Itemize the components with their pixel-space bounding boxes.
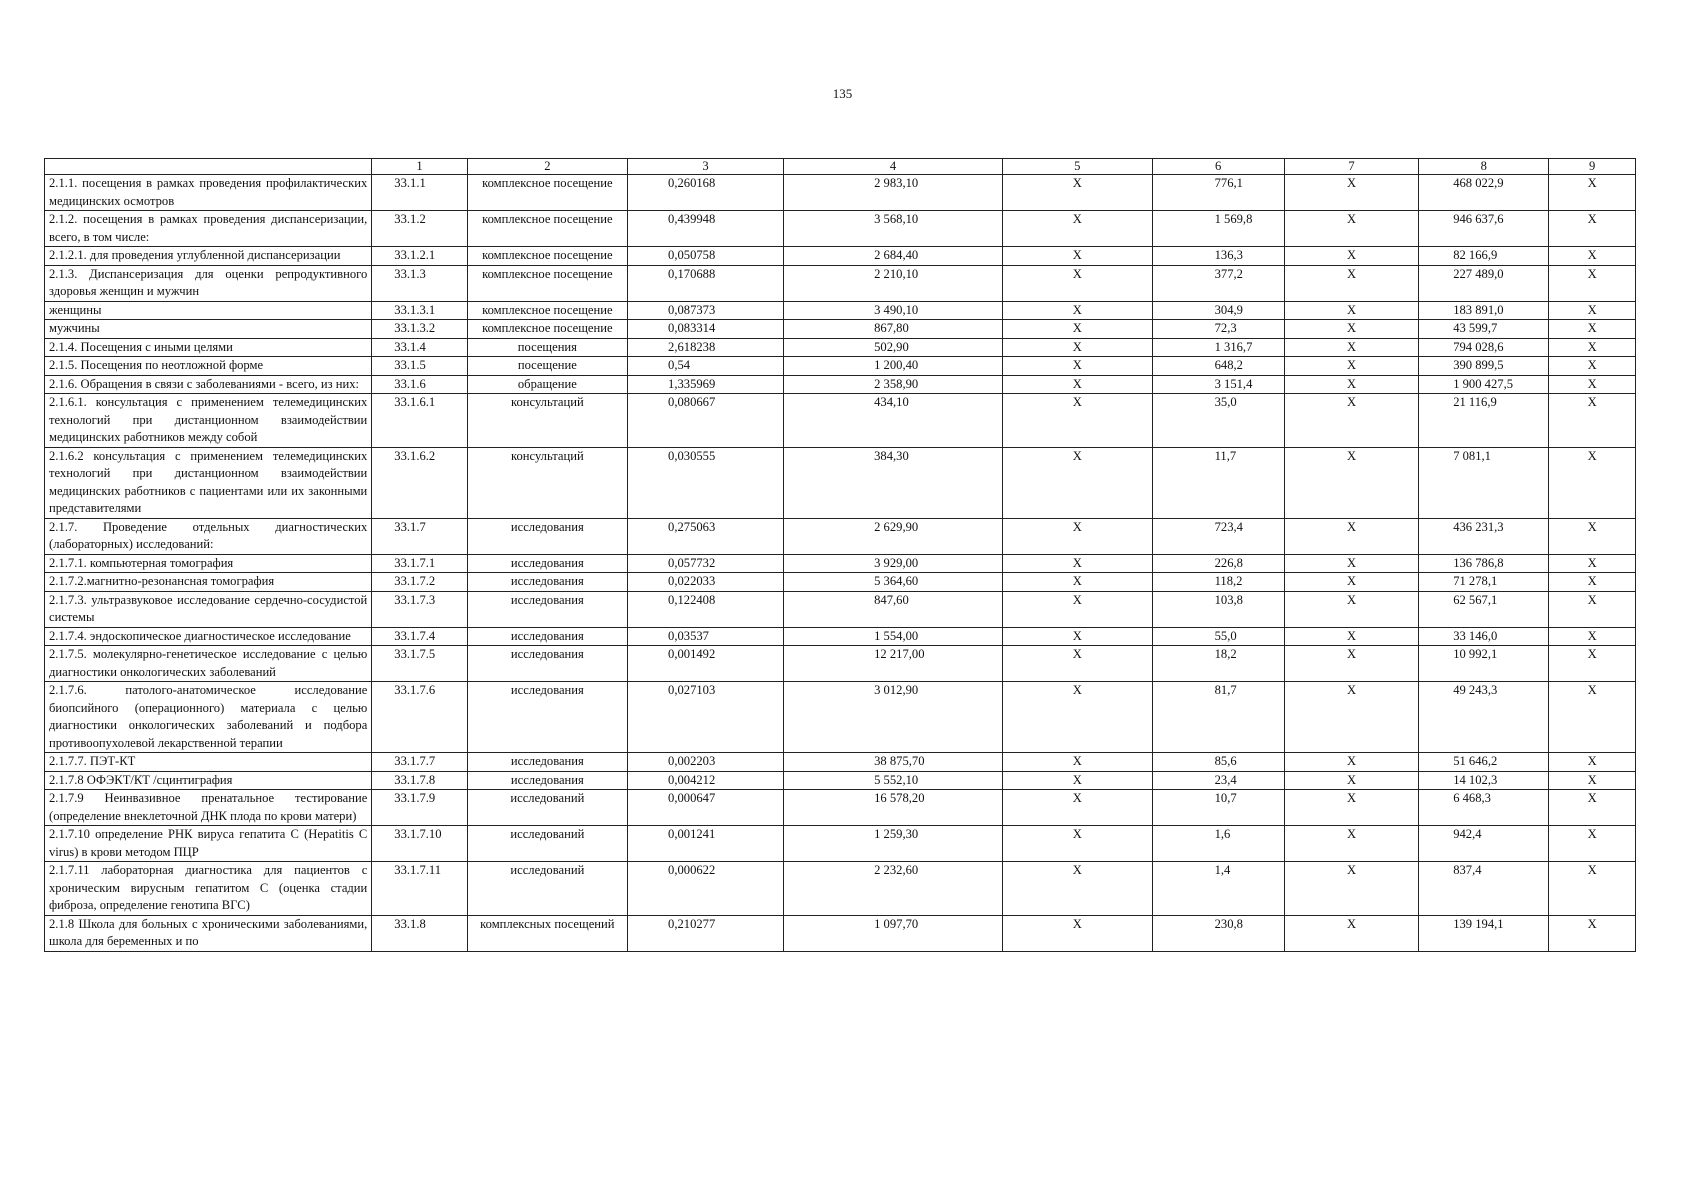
row-col-4: 12 217,00: [784, 646, 1003, 682]
row-unit: исследований: [467, 862, 627, 916]
row-code: 33.1.7.6: [372, 682, 467, 753]
row-unit: комплексное посещение: [467, 301, 627, 320]
table-row: [45, 826, 1636, 862]
row-col-7: X: [1284, 627, 1418, 646]
row-col-7: X: [1284, 518, 1418, 554]
row-name: 2.1.7.11 лабораторная диагностика для пациентов с хроническим вирусным гепатитом С (оценка стадии фиброза, определение генотипа ВГС): [45, 862, 372, 916]
row-col-4: 384,30: [784, 447, 1003, 518]
column-number: 6: [1152, 159, 1284, 175]
row-col-3: 0,057732: [628, 554, 784, 573]
row-unit: обращение: [467, 375, 627, 394]
row-col-3: 0,03537: [628, 627, 784, 646]
row-col-6: 648,2: [1152, 357, 1284, 376]
table-row: [45, 394, 1636, 448]
table-row: [45, 211, 1636, 247]
row-col-5: X: [1003, 265, 1153, 301]
row-col-4: 2 684,40: [784, 247, 1003, 266]
row-name: 2.1.6.2 консультация с применением телемедицинских технологий при дистанционном взаимодействии медицинских работников с пациентами или их законными представителями: [45, 447, 372, 518]
row-name: 2.1.5. Посещения по неотложной форме: [45, 357, 372, 376]
row-col-3: 0,083314: [628, 320, 784, 339]
row-name: 2.1.7.3. ультразвуковое исследование сердечно-сосудистой системы: [45, 591, 372, 627]
table-row: [45, 627, 1636, 646]
row-col-3: 0,050758: [628, 247, 784, 266]
row-col-5: X: [1003, 790, 1153, 826]
row-col-5: X: [1003, 915, 1153, 951]
row-unit: комплексное посещение: [467, 211, 627, 247]
row-unit: исследования: [467, 771, 627, 790]
row-col-9: X: [1549, 862, 1636, 916]
row-code: 33.1.7: [372, 518, 467, 554]
row-col-3: 1,335969: [628, 375, 784, 394]
row-col-3: 0,080667: [628, 394, 784, 448]
data-table: [44, 158, 1636, 952]
row-unit: посещение: [467, 357, 627, 376]
row-col-4: 434,10: [784, 394, 1003, 448]
row-name: 2.1.7.9 Неинвазивное пренатальное тестирование (определение внеклеточной ДНК плода по крови матери): [45, 790, 372, 826]
row-col-7: X: [1284, 357, 1418, 376]
row-col-9: X: [1549, 175, 1636, 211]
column-number: 8: [1419, 159, 1549, 175]
row-code: 33.1.3: [372, 265, 467, 301]
row-col-7: X: [1284, 320, 1418, 339]
row-col-5: X: [1003, 320, 1153, 339]
row-col-7: X: [1284, 375, 1418, 394]
row-code: 33.1.7.3: [372, 591, 467, 627]
table-row: [45, 915, 1636, 951]
row-code: 33.1.6.1: [372, 394, 467, 448]
row-name: 2.1.2.1. для проведения углубленной диспансеризации: [45, 247, 372, 266]
column-number: 3: [628, 159, 784, 175]
row-col-9: X: [1549, 554, 1636, 573]
row-col-6: 55,0: [1152, 627, 1284, 646]
table-body: [45, 159, 1636, 952]
row-col-8: 946 637,6: [1419, 211, 1549, 247]
column-number: [45, 159, 372, 175]
row-name: 2.1.7.5. молекулярно-генетическое исследование с целью диагностики онкологических заболеваний: [45, 646, 372, 682]
row-col-6: 136,3: [1152, 247, 1284, 266]
row-col-4: 1 097,70: [784, 915, 1003, 951]
row-name: 2.1.7.4. эндоскопическое диагностическое исследование: [45, 627, 372, 646]
row-col-8: 183 891,0: [1419, 301, 1549, 320]
row-unit: консультаций: [467, 394, 627, 448]
row-col-6: 226,8: [1152, 554, 1284, 573]
row-col-8: 6 468,3: [1419, 790, 1549, 826]
row-name: 2.1.1. посещения в рамках проведения профилактических медицинских осмотров: [45, 175, 372, 211]
row-col-7: X: [1284, 211, 1418, 247]
row-col-7: X: [1284, 175, 1418, 211]
row-code: 33.1.7.4: [372, 627, 467, 646]
row-unit: консультаций: [467, 447, 627, 518]
row-col-5: X: [1003, 394, 1153, 448]
column-number-row: [45, 159, 1636, 175]
row-unit: исследования: [467, 554, 627, 573]
row-name: 2.1.7.7. ПЭТ-КТ: [45, 753, 372, 772]
row-name: 2.1.7.2.магнитно-резонансная томография: [45, 573, 372, 592]
table-row: [45, 518, 1636, 554]
row-col-4: 2 210,10: [784, 265, 1003, 301]
row-code: 33.1.7.11: [372, 862, 467, 916]
row-col-6: 377,2: [1152, 265, 1284, 301]
row-col-9: X: [1549, 518, 1636, 554]
row-col-8: 436 231,3: [1419, 518, 1549, 554]
row-col-7: X: [1284, 554, 1418, 573]
row-col-9: X: [1549, 627, 1636, 646]
row-col-6: 118,2: [1152, 573, 1284, 592]
row-col-4: 2 232,60: [784, 862, 1003, 916]
row-code: 33.1.4: [372, 338, 467, 357]
row-col-6: 10,7: [1152, 790, 1284, 826]
row-col-4: 5 552,10: [784, 771, 1003, 790]
row-col-6: 1 316,7: [1152, 338, 1284, 357]
row-col-8: 62 567,1: [1419, 591, 1549, 627]
row-col-7: X: [1284, 646, 1418, 682]
row-col-4: 2 358,90: [784, 375, 1003, 394]
row-name: 2.1.7. Проведение отдельных диагностических (лабораторных) исследований:: [45, 518, 372, 554]
row-col-7: X: [1284, 247, 1418, 266]
row-col-4: 5 364,60: [784, 573, 1003, 592]
table-row: [45, 357, 1636, 376]
row-col-3: 0,027103: [628, 682, 784, 753]
row-col-5: X: [1003, 753, 1153, 772]
row-col-5: X: [1003, 646, 1153, 682]
row-col-5: X: [1003, 375, 1153, 394]
row-col-8: 7 081,1: [1419, 447, 1549, 518]
row-col-5: X: [1003, 247, 1153, 266]
row-col-4: 1 200,40: [784, 357, 1003, 376]
row-col-9: X: [1549, 320, 1636, 339]
table-row: [45, 790, 1636, 826]
row-code: 33.1.7.2: [372, 573, 467, 592]
row-col-3: 0,001492: [628, 646, 784, 682]
row-code: 33.1.1: [372, 175, 467, 211]
row-col-8: 10 992,1: [1419, 646, 1549, 682]
row-col-8: 942,4: [1419, 826, 1549, 862]
row-code: 33.1.8: [372, 915, 467, 951]
row-col-4: 3 568,10: [784, 211, 1003, 247]
row-col-6: 11,7: [1152, 447, 1284, 518]
row-name: 2.1.7.10 определение РНК вируса гепатита С (Hepatitis C virus) в крови методом ПЦР: [45, 826, 372, 862]
row-unit: посещения: [467, 338, 627, 357]
row-unit: исследований: [467, 790, 627, 826]
row-col-6: 1 569,8: [1152, 211, 1284, 247]
row-col-7: X: [1284, 265, 1418, 301]
row-col-5: X: [1003, 301, 1153, 320]
row-col-5: X: [1003, 357, 1153, 376]
row-col-8: 14 102,3: [1419, 771, 1549, 790]
row-col-5: X: [1003, 447, 1153, 518]
row-col-4: 3 929,00: [784, 554, 1003, 573]
row-col-6: 230,8: [1152, 915, 1284, 951]
row-col-9: X: [1549, 338, 1636, 357]
row-col-4: 1 554,00: [784, 627, 1003, 646]
row-col-9: X: [1549, 357, 1636, 376]
row-col-5: X: [1003, 175, 1153, 211]
row-col-4: 867,80: [784, 320, 1003, 339]
row-col-7: X: [1284, 573, 1418, 592]
row-unit: исследования: [467, 682, 627, 753]
row-col-6: 3 151,4: [1152, 375, 1284, 394]
row-code: 33.1.7.9: [372, 790, 467, 826]
row-col-6: 1,4: [1152, 862, 1284, 916]
row-col-5: X: [1003, 591, 1153, 627]
row-col-7: X: [1284, 682, 1418, 753]
row-col-3: 0,122408: [628, 591, 784, 627]
table-row: [45, 554, 1636, 573]
row-col-3: 0,000622: [628, 862, 784, 916]
row-unit: комплексное посещение: [467, 320, 627, 339]
table-row: [45, 320, 1636, 339]
row-unit: исследования: [467, 753, 627, 772]
row-col-8: 1 900 427,5: [1419, 375, 1549, 394]
row-col-3: 0,022033: [628, 573, 784, 592]
row-col-6: 304,9: [1152, 301, 1284, 320]
row-col-7: X: [1284, 862, 1418, 916]
row-col-4: 2 983,10: [784, 175, 1003, 211]
row-col-8: 794 028,6: [1419, 338, 1549, 357]
table-row: [45, 175, 1636, 211]
row-name: 2.1.6.1. консультация с применением телемедицинских технологий при дистанционном взаимодействии медицинских работников между собой: [45, 394, 372, 448]
row-col-3: 0,001241: [628, 826, 784, 862]
row-code: 33.1.7.10: [372, 826, 467, 862]
row-col-9: X: [1549, 682, 1636, 753]
row-col-7: X: [1284, 338, 1418, 357]
row-col-9: X: [1549, 265, 1636, 301]
row-code: 33.1.6.2: [372, 447, 467, 518]
row-col-8: 49 243,3: [1419, 682, 1549, 753]
row-name: 2.1.6. Обращения в связи с заболеваниями - всего, из них:: [45, 375, 372, 394]
row-col-4: 38 875,70: [784, 753, 1003, 772]
row-name: 2.1.7.1. компьютерная томография: [45, 554, 372, 573]
row-col-3: 0,030555: [628, 447, 784, 518]
row-col-4: 3 012,90: [784, 682, 1003, 753]
row-name: 2.1.7.6. патолого-анатомическое исследование биопсийного (операционного) материала с целью диагностики онкологических заболеваний и подбора противоопухолевой лекарственной терапии: [45, 682, 372, 753]
row-col-9: X: [1549, 771, 1636, 790]
row-col-3: 2,618238: [628, 338, 784, 357]
row-name: 2.1.4. Посещения с иными целями: [45, 338, 372, 357]
row-unit: исследования: [467, 646, 627, 682]
row-col-3: 0,260168: [628, 175, 784, 211]
row-col-8: 468 022,9: [1419, 175, 1549, 211]
row-col-9: X: [1549, 211, 1636, 247]
row-col-7: X: [1284, 771, 1418, 790]
row-col-4: 1 259,30: [784, 826, 1003, 862]
row-col-8: 136 786,8: [1419, 554, 1549, 573]
row-code: 33.1.3.2: [372, 320, 467, 339]
row-col-8: 837,4: [1419, 862, 1549, 916]
row-name: 2.1.7.8 ОФЭКТ/КТ /сцинтиграфия: [45, 771, 372, 790]
row-col-8: 390 899,5: [1419, 357, 1549, 376]
row-col-6: 776,1: [1152, 175, 1284, 211]
row-code: 33.1.2: [372, 211, 467, 247]
row-col-3: 0,275063: [628, 518, 784, 554]
row-col-8: 33 146,0: [1419, 627, 1549, 646]
row-col-7: X: [1284, 301, 1418, 320]
row-col-7: X: [1284, 915, 1418, 951]
row-unit: исследования: [467, 518, 627, 554]
row-col-8: 227 489,0: [1419, 265, 1549, 301]
column-number: 1: [372, 159, 467, 175]
row-col-9: X: [1549, 375, 1636, 394]
table-row: [45, 301, 1636, 320]
row-code: 33.1.5: [372, 357, 467, 376]
row-code: 33.1.6: [372, 375, 467, 394]
row-col-9: X: [1549, 826, 1636, 862]
row-unit: комплексное посещение: [467, 265, 627, 301]
page-number: 135: [832, 86, 853, 101]
row-unit: исследования: [467, 573, 627, 592]
row-col-8: 71 278,1: [1419, 573, 1549, 592]
table-row: [45, 265, 1636, 301]
row-col-3: 0,170688: [628, 265, 784, 301]
row-unit: исследования: [467, 591, 627, 627]
row-col-7: X: [1284, 753, 1418, 772]
row-col-7: X: [1284, 447, 1418, 518]
table-row: [45, 771, 1636, 790]
row-col-3: 0,000647: [628, 790, 784, 826]
row-col-9: X: [1549, 247, 1636, 266]
row-col-9: X: [1549, 753, 1636, 772]
table-row: [45, 375, 1636, 394]
row-code: 33.1.7.7: [372, 753, 467, 772]
row-unit: комплексных посещений: [467, 915, 627, 951]
row-col-5: X: [1003, 554, 1153, 573]
row-unit: исследований: [467, 826, 627, 862]
row-code: 33.1.3.1: [372, 301, 467, 320]
row-col-3: 0,210277: [628, 915, 784, 951]
row-col-7: X: [1284, 790, 1418, 826]
row-col-9: X: [1549, 573, 1636, 592]
row-col-3: 0,002203: [628, 753, 784, 772]
row-unit: исследования: [467, 627, 627, 646]
table-row: [45, 862, 1636, 916]
row-col-3: 0,439948: [628, 211, 784, 247]
row-code: 33.1.2.1: [372, 247, 467, 266]
table-row: [45, 573, 1636, 592]
row-name: 2.1.8 Школа для больных с хроническими заболеваниями, школа для беременных и по: [45, 915, 372, 951]
row-col-7: X: [1284, 826, 1418, 862]
row-col-6: 1,6: [1152, 826, 1284, 862]
row-col-6: 23,4: [1152, 771, 1284, 790]
row-col-8: 43 599,7: [1419, 320, 1549, 339]
row-col-5: X: [1003, 518, 1153, 554]
row-col-6: 723,4: [1152, 518, 1284, 554]
table-row: [45, 591, 1636, 627]
row-col-6: 18,2: [1152, 646, 1284, 682]
column-number: 7: [1284, 159, 1418, 175]
row-col-5: X: [1003, 862, 1153, 916]
row-name: 2.1.3. Диспансеризация для оценки репродуктивного здоровья женщин и мужчин: [45, 265, 372, 301]
table-row: [45, 247, 1636, 266]
table-row: [45, 646, 1636, 682]
row-col-6: 103,8: [1152, 591, 1284, 627]
row-col-7: X: [1284, 591, 1418, 627]
column-number: 2: [467, 159, 627, 175]
row-code: 33.1.7.8: [372, 771, 467, 790]
row-col-5: X: [1003, 771, 1153, 790]
row-col-8: 82 166,9: [1419, 247, 1549, 266]
row-name: 2.1.2. посещения в рамках проведения диспансеризации, всего, в том числе:: [45, 211, 372, 247]
row-unit: комплексное посещение: [467, 175, 627, 211]
row-col-3: 0,54: [628, 357, 784, 376]
row-col-8: 21 116,9: [1419, 394, 1549, 448]
row-col-4: 3 490,10: [784, 301, 1003, 320]
table-row: [45, 338, 1636, 357]
row-col-8: 139 194,1: [1419, 915, 1549, 951]
row-col-6: 72,3: [1152, 320, 1284, 339]
row-col-6: 81,7: [1152, 682, 1284, 753]
row-col-5: X: [1003, 826, 1153, 862]
row-col-7: X: [1284, 394, 1418, 448]
column-number: 5: [1003, 159, 1153, 175]
table-row: [45, 753, 1636, 772]
column-number: 9: [1549, 159, 1636, 175]
row-code: 33.1.7.1: [372, 554, 467, 573]
row-col-4: 847,60: [784, 591, 1003, 627]
row-col-9: X: [1549, 447, 1636, 518]
row-col-5: X: [1003, 211, 1153, 247]
row-col-5: X: [1003, 682, 1153, 753]
row-col-4: 16 578,20: [784, 790, 1003, 826]
row-code: 33.1.7.5: [372, 646, 467, 682]
row-col-9: X: [1549, 915, 1636, 951]
column-number: 4: [784, 159, 1003, 175]
row-col-3: 0,087373: [628, 301, 784, 320]
row-col-6: 35,0: [1152, 394, 1284, 448]
row-name: мужчины: [45, 320, 372, 339]
row-col-9: X: [1549, 591, 1636, 627]
row-name: женщины: [45, 301, 372, 320]
row-col-4: 502,90: [784, 338, 1003, 357]
row-col-3: 0,004212: [628, 771, 784, 790]
row-col-8: 51 646,2: [1419, 753, 1549, 772]
row-unit: комплексное посещение: [467, 247, 627, 266]
row-col-9: X: [1549, 394, 1636, 448]
row-col-5: X: [1003, 338, 1153, 357]
row-col-9: X: [1549, 646, 1636, 682]
row-col-9: X: [1549, 301, 1636, 320]
row-col-5: X: [1003, 573, 1153, 592]
row-col-4: 2 629,90: [784, 518, 1003, 554]
row-col-9: X: [1549, 790, 1636, 826]
table-row: [45, 447, 1636, 518]
row-col-5: X: [1003, 627, 1153, 646]
table-row: [45, 682, 1636, 753]
row-col-6: 85,6: [1152, 753, 1284, 772]
